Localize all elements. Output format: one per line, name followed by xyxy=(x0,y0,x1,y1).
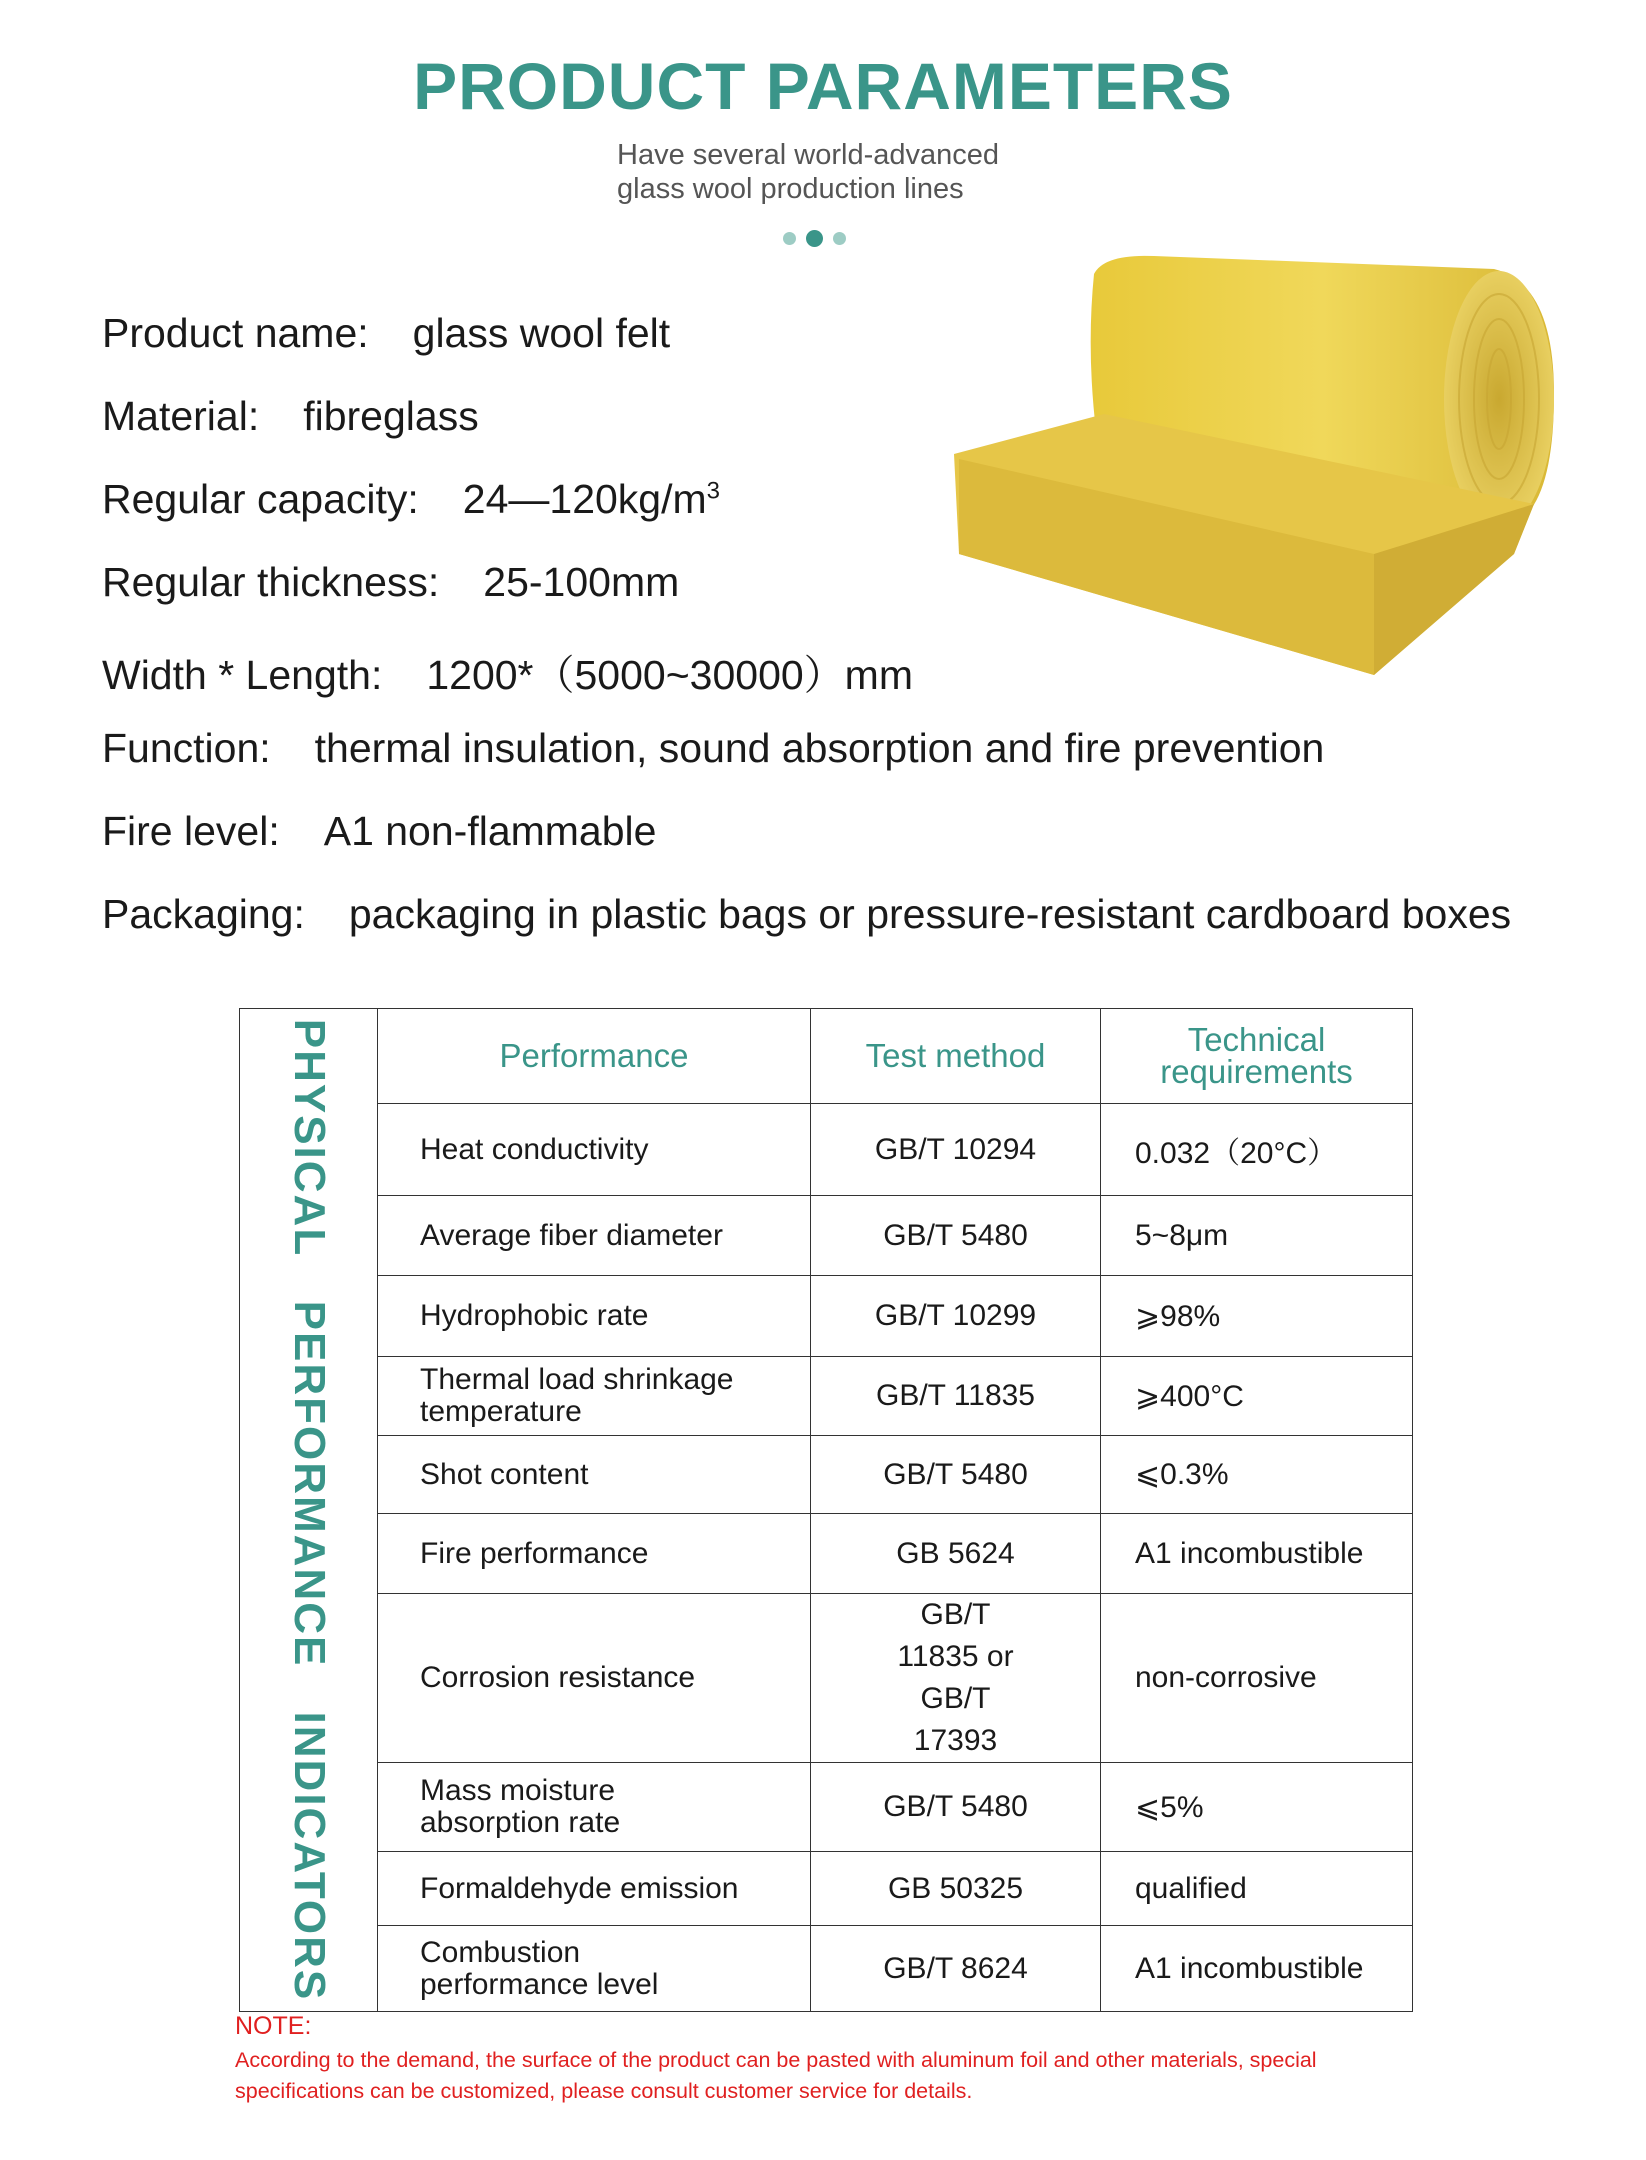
cell-performance: Heat conductivity xyxy=(378,1104,811,1196)
header-test-method: Test method xyxy=(811,1009,1101,1104)
spec-thickness xyxy=(102,559,679,606)
note xyxy=(235,2012,1415,2107)
cell-performance: Average fiber diameter xyxy=(378,1196,811,1276)
spec-fire-level xyxy=(102,808,656,855)
performance-table xyxy=(239,1008,1413,2012)
table-row xyxy=(240,1276,1413,1357)
spec-size xyxy=(102,642,913,701)
cell-requirement: non-corrosive xyxy=(1101,1594,1413,1763)
spec-value: A1 non-flammable xyxy=(323,808,657,854)
spec-label: Packaging: xyxy=(102,891,305,937)
dot-icon xyxy=(833,232,846,245)
spec-value: glass wool felt xyxy=(412,310,671,356)
cell-performance: Combustion performance level xyxy=(378,1926,811,2012)
cell-requirement: qualified xyxy=(1101,1852,1413,1926)
cell-performance: Formaldehyde emission xyxy=(378,1852,811,1926)
spec-sup: 3 xyxy=(706,477,720,505)
side-label-cell xyxy=(240,1009,378,2012)
spec-label: Regular capacity: xyxy=(102,476,419,522)
table-row xyxy=(240,1852,1413,1926)
spec-value: fibreglass xyxy=(303,393,479,439)
cell-method: GB/T 8624 xyxy=(811,1926,1101,2012)
side-label: PHYSICAL PERFORMANCE INDICATORS xyxy=(284,1018,334,2002)
decorative-dots xyxy=(783,230,846,247)
table-row xyxy=(240,1436,1413,1514)
table-row xyxy=(240,1196,1413,1276)
spec-function xyxy=(102,725,1324,772)
table-row xyxy=(240,1763,1413,1852)
cell-method: GB/T 5480 xyxy=(811,1196,1101,1276)
page-title: PRODUCT PARAMETERS xyxy=(413,49,1233,123)
table-row xyxy=(240,1104,1413,1196)
cell-performance: Shot content xyxy=(378,1436,811,1514)
spec-capacity xyxy=(102,476,720,523)
table-row xyxy=(240,1514,1413,1594)
cell-performance: Corrosion resistance xyxy=(378,1594,811,1763)
spec-label: Width * Length: xyxy=(102,652,383,698)
table-row xyxy=(240,1926,1413,2012)
cell-requirement: ⩾98% xyxy=(1101,1276,1413,1357)
glass-wool-roll-image xyxy=(954,254,1557,675)
spec-value: thermal insulation, sound absorption and fire prevention xyxy=(314,725,1325,771)
cell-performance: Hydrophobic rate xyxy=(378,1276,811,1357)
note-text: According to the demand, the surface of the product can be pasted with aluminum foil and other materials, special specifications can be customized, please consult customer service for details. xyxy=(235,2048,1317,2103)
cell-performance: Thermal load shrinkage temperature xyxy=(378,1357,811,1436)
subtitle xyxy=(617,138,999,206)
table-row xyxy=(240,1357,1413,1436)
header-technical-requirements: Technical requirements xyxy=(1101,1009,1413,1104)
spec-label: Material: xyxy=(102,393,260,439)
cell-method: GB/T 11835 xyxy=(811,1357,1101,1436)
cell-requirement: A1 incombustible xyxy=(1101,1514,1413,1594)
spec-label: Fire level: xyxy=(102,808,280,854)
header-performance: Performance xyxy=(378,1009,811,1104)
spec-value: 25-100mm xyxy=(483,559,680,605)
cell-method: GB 50325 xyxy=(811,1852,1101,1926)
spec-product-name xyxy=(102,310,670,357)
spec-packaging xyxy=(102,891,1511,938)
table-row xyxy=(240,1594,1413,1763)
dot-icon xyxy=(783,232,796,245)
spec-value: 1200*（5000~30000）mm xyxy=(426,652,913,698)
spec-value: packaging in plastic bags or pressure-resistant cardboard boxes xyxy=(348,891,1512,937)
subtitle-line: glass wool production lines xyxy=(617,173,964,205)
spec-label: Regular thickness: xyxy=(102,559,440,605)
cell-performance: Fire performance xyxy=(378,1514,811,1594)
spec-label: Function: xyxy=(102,725,271,771)
spec-material xyxy=(102,393,479,440)
cell-method: GB/T 11835 or GB/T 17393 xyxy=(811,1594,1101,1763)
note-heading: NOTE: xyxy=(235,2012,312,2040)
cell-method: GB 5624 xyxy=(811,1514,1101,1594)
spec-label: Product name: xyxy=(102,310,369,356)
cell-method: GB/T 10299 xyxy=(811,1276,1101,1357)
spec-value: 24—120kg/m xyxy=(462,476,707,522)
subtitle-line: Have several world-advanced xyxy=(617,139,1000,171)
cell-method: GB/T 10294 xyxy=(811,1104,1101,1196)
cell-performance: Mass moisture absorption rate xyxy=(378,1763,811,1852)
cell-requirement: 0.032（20°C） xyxy=(1101,1104,1413,1196)
cell-method: GB/T 5480 xyxy=(811,1436,1101,1514)
cell-requirement: A1 incombustible xyxy=(1101,1926,1413,2012)
cell-requirement: ⩽0.3% xyxy=(1101,1436,1413,1514)
cell-requirement: ⩾400°C xyxy=(1101,1357,1413,1436)
cell-requirement: 5~8μm xyxy=(1101,1196,1413,1276)
table-header-row xyxy=(240,1009,1413,1104)
dot-icon xyxy=(806,230,823,247)
cell-requirement: ⩽5% xyxy=(1101,1763,1413,1852)
cell-method: GB/T 5480 xyxy=(811,1763,1101,1852)
